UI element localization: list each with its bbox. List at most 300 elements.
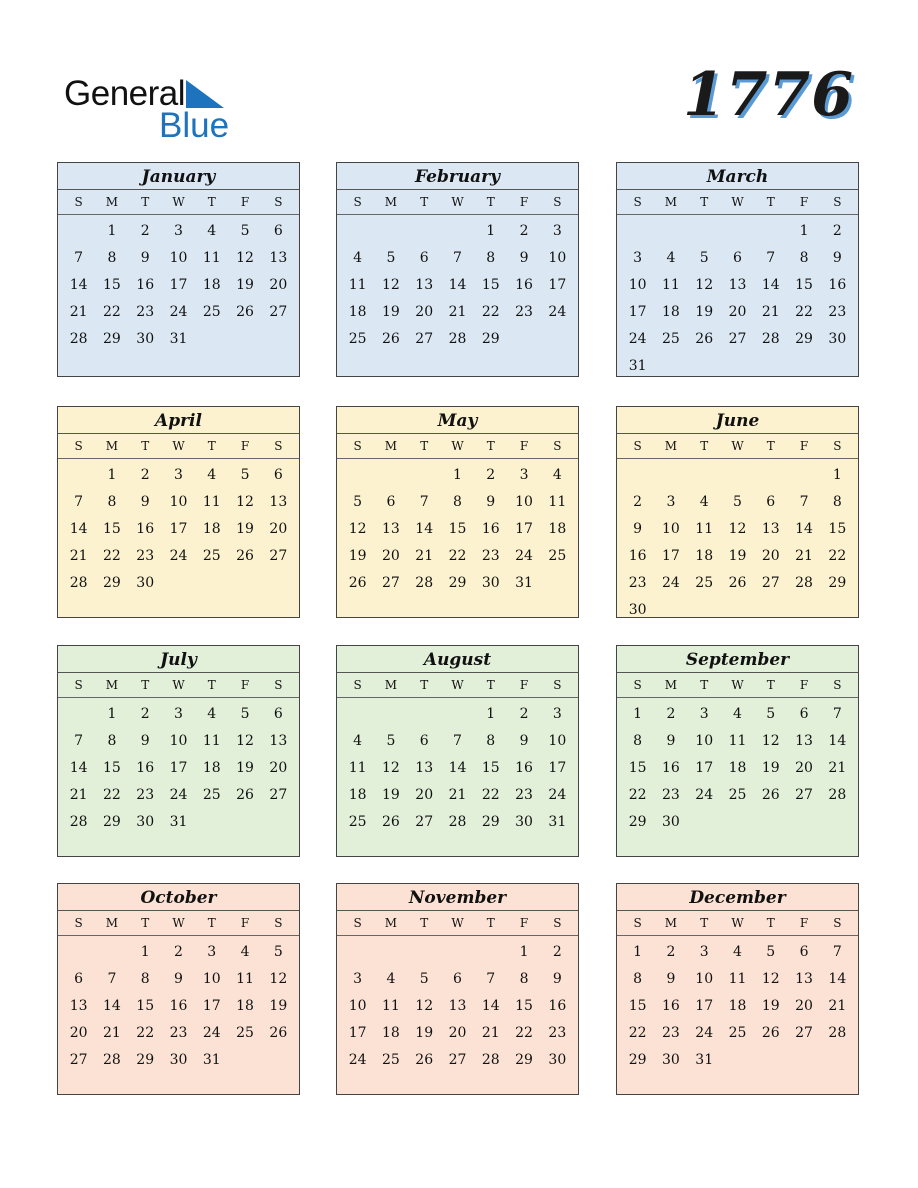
day-cell: 18 [728, 997, 747, 1014]
day-cell: 14 [761, 276, 780, 293]
week-row [58, 271, 299, 298]
day-cell: 2 [486, 466, 496, 483]
week-row [337, 781, 578, 808]
day-cell: 27 [382, 574, 400, 591]
day-cell: 17 [662, 547, 680, 564]
week-row [617, 781, 858, 808]
week-row [337, 217, 578, 244]
day-cell: 4 [733, 705, 742, 722]
weekday-label: M [384, 916, 398, 930]
weeks [617, 935, 858, 1073]
day-cell: 25 [202, 303, 221, 320]
day-cell: 11 [728, 732, 747, 749]
weeks [58, 697, 299, 835]
day-cell: 25 [236, 1024, 254, 1041]
day-cell: 14 [448, 759, 467, 776]
day-cell: 3 [353, 970, 363, 987]
day-cell: 2 [666, 943, 676, 960]
day-cell: 1 [107, 466, 117, 483]
brand-name-blue: Blue [159, 106, 230, 145]
day-cell: 26 [728, 574, 747, 591]
day-cell: 3 [666, 493, 676, 510]
day-cell: 12 [382, 759, 400, 776]
day-cell: 8 [453, 493, 462, 510]
weekday-label: T [766, 916, 775, 930]
weekday-header [337, 673, 578, 697]
weekday-label: S [353, 439, 362, 453]
day-cell: 11 [728, 970, 747, 987]
week-row [58, 569, 299, 596]
day-cell: 11 [202, 493, 221, 510]
day-cell: 5 [273, 943, 283, 960]
weekday-label: T [420, 439, 429, 453]
day-cell: 1 [832, 466, 842, 483]
day-cell: 14 [69, 520, 88, 537]
day-cell: 30 [515, 813, 533, 830]
day-cell: 30 [169, 1051, 188, 1068]
day-cell: 27 [795, 786, 813, 803]
weekday-label: T [420, 916, 429, 930]
day-cell: 11 [382, 997, 400, 1014]
day-cell: 16 [481, 520, 500, 537]
day-cell: 24 [169, 786, 188, 803]
weekday-label: T [700, 678, 709, 692]
day-cell: 31 [515, 574, 533, 591]
day-cell: 21 [481, 1024, 500, 1041]
day-cell: 31 [695, 1051, 714, 1068]
day-cell: 20 [269, 759, 288, 776]
day-cell: 2 [140, 222, 150, 239]
day-cell: 1 [799, 222, 809, 239]
day-cell: 21 [69, 303, 88, 320]
week-row [58, 488, 299, 515]
weekday-label: T [207, 195, 216, 209]
day-cell: 24 [695, 1024, 714, 1041]
day-cell: 28 [69, 574, 88, 591]
day-cell: 10 [628, 276, 647, 293]
day-cell: 12 [269, 970, 288, 987]
month-title: April [58, 407, 299, 434]
day-cell: 19 [348, 547, 367, 564]
day-cell: 8 [832, 493, 842, 510]
day-cell: 25 [382, 1051, 400, 1068]
day-cell: 6 [74, 970, 84, 987]
day-cell: 7 [486, 970, 496, 987]
day-cell: 18 [348, 303, 367, 320]
day-cell: 2 [140, 466, 150, 483]
month-title: January [58, 163, 299, 190]
month-title: October [58, 884, 299, 911]
day-cell: 17 [695, 997, 714, 1014]
day-cell: 15 [103, 276, 121, 293]
week-row [337, 298, 578, 325]
week-row [617, 217, 858, 244]
day-cell: 24 [202, 1024, 221, 1041]
month-november [336, 883, 579, 1095]
day-cell: 19 [382, 303, 400, 320]
day-cell: 15 [481, 276, 500, 293]
day-cell: 5 [240, 222, 250, 239]
week-row [337, 542, 578, 569]
day-cell: 5 [419, 970, 429, 987]
day-cell: 1 [107, 705, 117, 722]
month-september [616, 645, 859, 857]
week-row [337, 244, 578, 271]
day-cell: 3 [699, 705, 709, 722]
day-cell: 15 [828, 520, 847, 537]
weekday-label: T [766, 439, 775, 453]
day-cell: 12 [348, 520, 367, 537]
day-cell: 30 [136, 574, 155, 591]
weekday-label: S [553, 916, 562, 930]
day-cell: 17 [628, 303, 647, 320]
month-may [336, 406, 579, 618]
weekday-header [337, 190, 578, 214]
weekday-label: S [74, 678, 83, 692]
weekday-label: F [519, 916, 529, 930]
day-cell: 12 [728, 520, 747, 537]
day-cell: 7 [832, 705, 842, 722]
weekday-header [58, 190, 299, 214]
month-title: June [617, 407, 858, 434]
day-cell: 22 [136, 1024, 155, 1041]
day-cell: 17 [169, 520, 188, 537]
week-row [337, 938, 578, 965]
week-row [617, 325, 858, 352]
day-cell: 22 [628, 1024, 647, 1041]
day-cell: 22 [795, 303, 813, 320]
day-cell: 16 [136, 276, 155, 293]
day-cell: 1 [107, 222, 117, 239]
day-cell: 12 [236, 732, 254, 749]
day-cell: 29 [103, 574, 121, 591]
weekday-label: W [731, 916, 744, 930]
day-cell: 22 [628, 786, 647, 803]
week-row [617, 1019, 858, 1046]
week-row [617, 461, 858, 488]
day-cell: 10 [695, 732, 714, 749]
weekday-label: S [274, 439, 283, 453]
day-cell: 3 [174, 466, 183, 483]
weekday-label: S [833, 678, 842, 692]
weekday-label: T [486, 439, 495, 453]
day-cell: 16 [515, 759, 533, 776]
day-cell: 11 [348, 276, 367, 293]
day-cell: 13 [795, 970, 813, 987]
day-cell: 3 [519, 466, 529, 483]
week-row [337, 1046, 578, 1073]
day-cell: 10 [515, 493, 533, 510]
week-row [58, 700, 299, 727]
week-row [617, 298, 858, 325]
day-cell: 20 [382, 547, 400, 564]
weeks [58, 458, 299, 596]
weekday-label: W [731, 439, 744, 453]
day-cell: 26 [382, 813, 400, 830]
day-cell: 28 [69, 330, 88, 347]
day-cell: 3 [699, 943, 709, 960]
week-row [337, 488, 578, 515]
day-cell: 14 [481, 997, 500, 1014]
day-cell: 30 [136, 813, 155, 830]
day-cell: 15 [795, 276, 813, 293]
weekday-label: F [240, 439, 250, 453]
day-cell: 18 [202, 276, 221, 293]
day-cell: 16 [662, 759, 680, 776]
day-cell: 14 [103, 997, 121, 1014]
weekday-label: F [519, 195, 529, 209]
weeks [617, 214, 858, 379]
day-cell: 14 [69, 759, 88, 776]
weeks [337, 935, 578, 1073]
month-title: November [337, 884, 578, 911]
day-cell: 3 [633, 249, 643, 266]
day-cell: 23 [515, 303, 533, 320]
weekday-label: F [799, 439, 809, 453]
weekday-header [617, 434, 858, 458]
week-row [617, 1046, 858, 1073]
weekday-label: S [353, 678, 362, 692]
day-cell: 1 [486, 222, 496, 239]
month-title: July [58, 646, 299, 673]
weeks [337, 214, 578, 352]
week-row [617, 754, 858, 781]
day-cell: 14 [69, 276, 88, 293]
weekday-header [58, 673, 299, 697]
weekday-label: S [74, 195, 83, 209]
day-cell: 13 [448, 997, 467, 1014]
day-cell: 1 [633, 943, 643, 960]
day-cell: 8 [633, 970, 643, 987]
week-row [617, 727, 858, 754]
day-cell: 18 [548, 520, 567, 537]
week-row [337, 808, 578, 835]
day-cell: 25 [202, 786, 221, 803]
month-title: December [617, 884, 858, 911]
day-cell: 8 [107, 249, 117, 266]
day-cell: 12 [415, 997, 434, 1014]
day-cell: 7 [453, 732, 462, 749]
day-cell: 8 [107, 493, 117, 510]
day-cell: 26 [761, 786, 780, 803]
day-cell: 26 [236, 303, 254, 320]
day-cell: 8 [107, 732, 117, 749]
weekday-label: T [420, 678, 429, 692]
day-cell: 6 [799, 943, 809, 960]
day-cell: 19 [236, 276, 254, 293]
weekday-label: M [105, 439, 119, 453]
day-cell: 5 [733, 493, 742, 510]
day-cell: 9 [666, 732, 676, 749]
weekday-header [617, 911, 858, 935]
day-cell: 28 [761, 330, 780, 347]
day-cell: 4 [733, 943, 742, 960]
day-cell: 6 [766, 493, 776, 510]
weekday-label: F [240, 678, 250, 692]
day-cell: 7 [799, 493, 809, 510]
week-row [617, 992, 858, 1019]
day-cell: 20 [415, 786, 434, 803]
day-cell: 4 [699, 493, 709, 510]
day-cell: 16 [628, 547, 647, 564]
day-cell: 20 [69, 1024, 88, 1041]
weekday-label: S [633, 439, 642, 453]
day-cell: 18 [382, 1024, 400, 1041]
day-cell: 12 [382, 276, 400, 293]
day-cell: 17 [515, 520, 533, 537]
week-row [617, 965, 858, 992]
day-cell: 30 [548, 1051, 567, 1068]
day-cell: 29 [628, 813, 647, 830]
weekday-label: W [451, 916, 464, 930]
day-cell: 17 [169, 759, 188, 776]
day-cell: 21 [69, 786, 88, 803]
week-row [617, 244, 858, 271]
day-cell: 12 [761, 732, 780, 749]
day-cell: 29 [828, 574, 847, 591]
weekday-label: T [141, 195, 150, 209]
weekday-label: T [766, 195, 775, 209]
day-cell: 23 [515, 786, 533, 803]
day-cell: 9 [666, 970, 676, 987]
day-cell: 26 [415, 1051, 434, 1068]
day-cell: 11 [548, 493, 567, 510]
day-cell: 3 [552, 222, 562, 239]
week-row [617, 352, 858, 379]
day-cell: 28 [481, 1051, 500, 1068]
day-cell: 15 [481, 759, 500, 776]
weeks [58, 935, 299, 1073]
day-cell: 15 [103, 520, 121, 537]
weekday-label: S [633, 195, 642, 209]
weekday-label: T [700, 195, 709, 209]
day-cell: 2 [174, 943, 183, 960]
day-cell: 17 [695, 759, 714, 776]
day-cell: 24 [548, 303, 567, 320]
day-cell: 18 [348, 786, 367, 803]
day-cell: 24 [515, 547, 533, 564]
day-cell: 4 [207, 466, 217, 483]
weekday-label: S [274, 678, 283, 692]
day-cell: 27 [448, 1051, 467, 1068]
day-cell: 26 [695, 330, 714, 347]
day-cell: 6 [273, 466, 283, 483]
day-cell: 25 [348, 813, 367, 830]
weekday-label: T [766, 678, 775, 692]
weekday-label: S [833, 916, 842, 930]
day-cell: 12 [761, 970, 780, 987]
day-cell: 28 [69, 813, 88, 830]
day-cell: 7 [453, 249, 462, 266]
day-cell: 24 [169, 547, 188, 564]
day-cell: 26 [761, 1024, 780, 1041]
day-cell: 9 [140, 249, 150, 266]
month-july [57, 645, 300, 857]
day-cell: 23 [662, 1024, 680, 1041]
month-january [57, 162, 300, 377]
day-cell: 27 [415, 813, 434, 830]
day-cell: 18 [662, 303, 680, 320]
day-cell: 22 [828, 547, 847, 564]
logo-triangle-icon [186, 80, 224, 108]
day-cell: 13 [415, 276, 434, 293]
weekday-header [617, 673, 858, 697]
week-row [337, 754, 578, 781]
day-cell: 24 [169, 303, 188, 320]
day-cell: 2 [519, 705, 529, 722]
day-cell: 8 [799, 249, 809, 266]
day-cell: 6 [386, 493, 396, 510]
day-cell: 25 [728, 786, 747, 803]
week-row [58, 325, 299, 352]
day-cell: 8 [633, 732, 643, 749]
month-august [336, 645, 579, 857]
day-cell: 21 [448, 786, 467, 803]
day-cell: 20 [795, 759, 813, 776]
day-cell: 20 [761, 547, 780, 564]
day-cell: 28 [415, 574, 434, 591]
weekday-header [337, 911, 578, 935]
day-cell: 7 [74, 249, 84, 266]
day-cell: 21 [828, 997, 847, 1014]
month-february [336, 162, 579, 377]
day-cell: 8 [486, 249, 496, 266]
day-cell: 19 [695, 303, 714, 320]
day-cell: 29 [103, 813, 121, 830]
weekday-label: T [486, 916, 495, 930]
weekday-label: F [799, 678, 809, 692]
weekday-header [58, 434, 299, 458]
day-cell: 31 [169, 330, 188, 347]
day-cell: 23 [548, 1024, 567, 1041]
weekday-label: T [486, 678, 495, 692]
day-cell: 27 [269, 786, 288, 803]
week-row [58, 781, 299, 808]
weekday-label: F [240, 195, 250, 209]
day-cell: 23 [662, 786, 680, 803]
day-cell: 5 [240, 705, 250, 722]
day-cell: 24 [695, 786, 714, 803]
day-cell: 19 [761, 759, 780, 776]
weekday-label: S [553, 195, 562, 209]
day-cell: 24 [548, 786, 567, 803]
month-june [616, 406, 859, 618]
day-cell: 18 [695, 547, 714, 564]
day-cell: 16 [136, 759, 155, 776]
day-cell: 16 [548, 997, 567, 1014]
week-row [337, 569, 578, 596]
weekday-label: T [141, 916, 150, 930]
weeks [337, 458, 578, 596]
day-cell: 10 [662, 520, 680, 537]
day-cell: 19 [728, 547, 747, 564]
day-cell: 23 [628, 574, 647, 591]
day-cell: 10 [348, 997, 367, 1014]
day-cell: 23 [481, 547, 500, 564]
month-title: March [617, 163, 858, 190]
day-cell: 17 [169, 276, 188, 293]
weekday-label: S [353, 916, 362, 930]
day-cell: 6 [273, 222, 283, 239]
weeks [617, 697, 858, 835]
week-row [337, 325, 578, 352]
weekday-label: M [384, 195, 398, 209]
day-cell: 9 [174, 970, 183, 987]
day-cell: 9 [832, 249, 842, 266]
day-cell: 17 [202, 997, 221, 1014]
day-cell: 19 [761, 997, 780, 1014]
day-cell: 17 [548, 276, 567, 293]
